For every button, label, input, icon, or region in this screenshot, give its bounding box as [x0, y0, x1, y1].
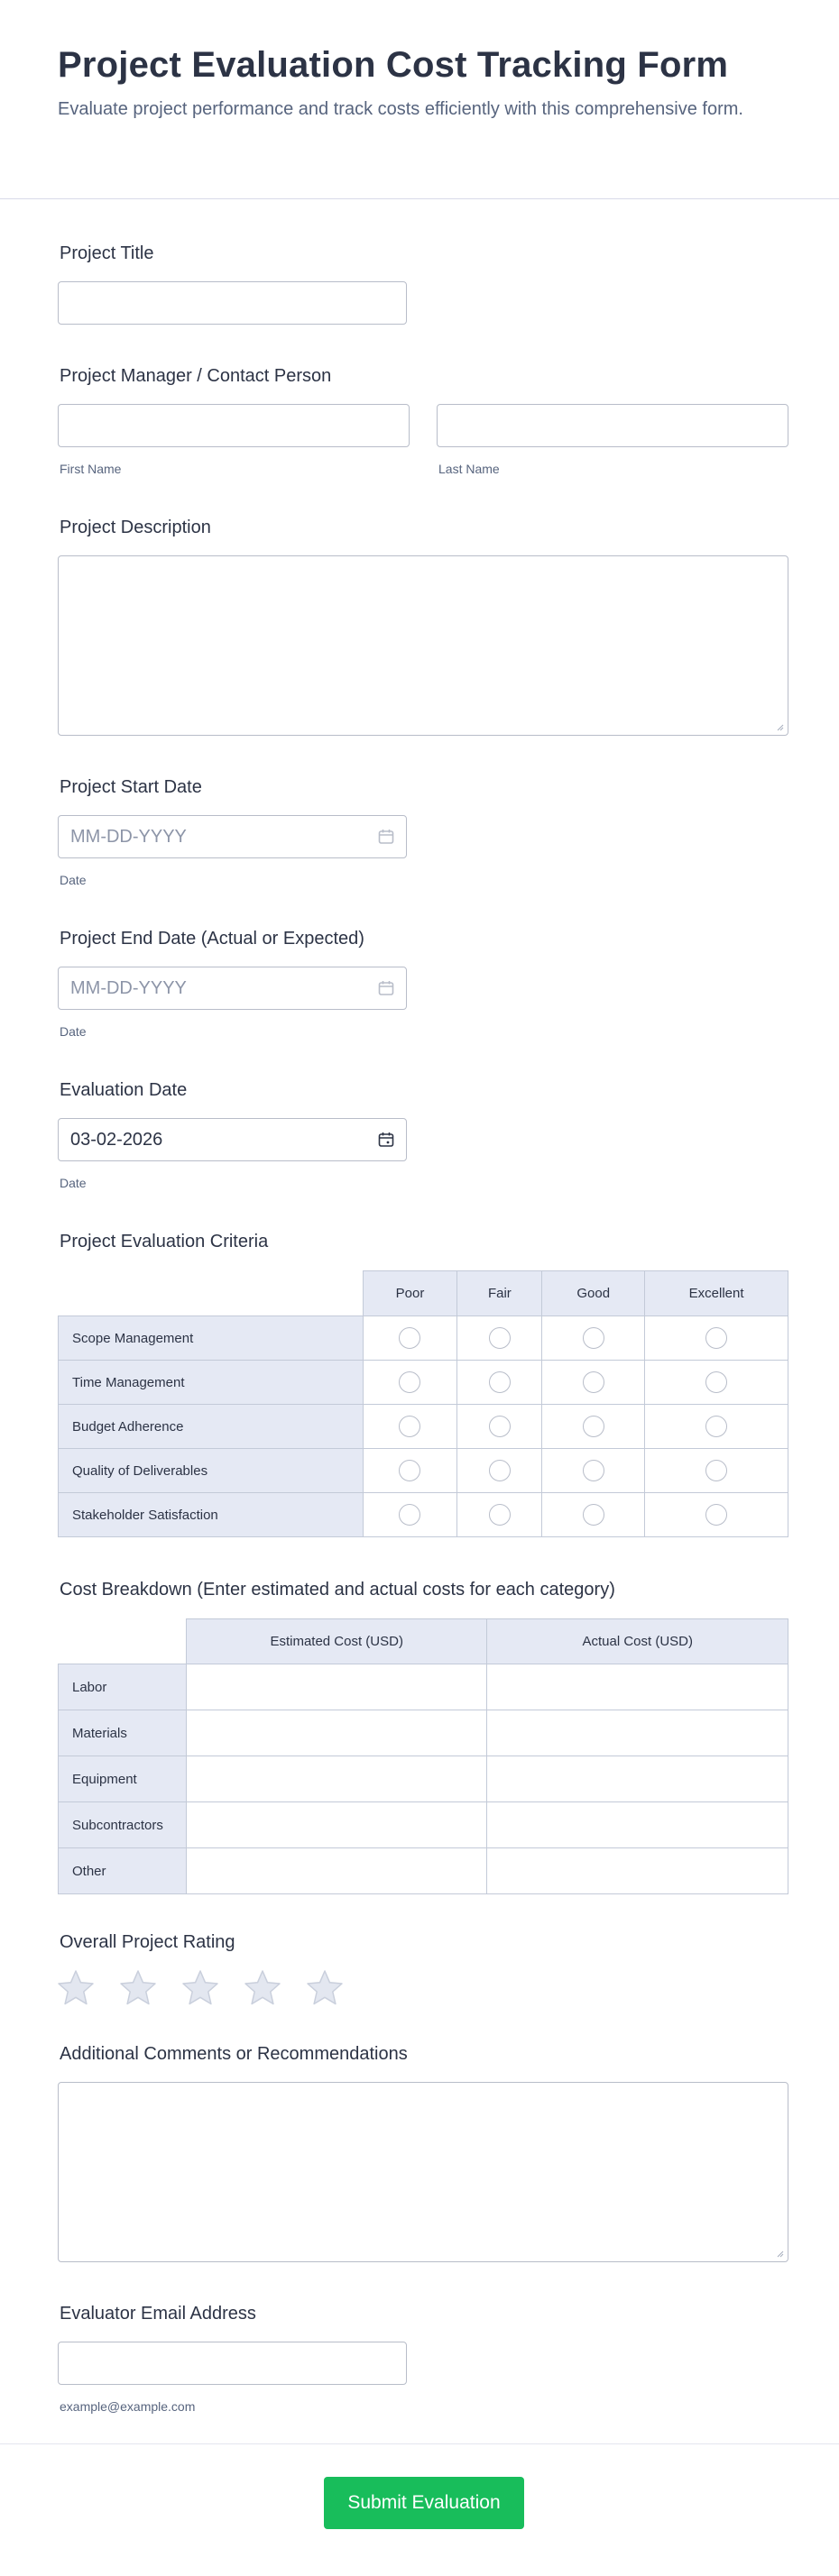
radio-button[interactable] — [705, 1460, 727, 1481]
row-label: Materials — [59, 1710, 187, 1756]
column-header: Fair — [457, 1271, 542, 1316]
radio-button[interactable] — [399, 1460, 420, 1481]
eval-date-label: Evaluation Date — [60, 1080, 188, 1100]
end-date-placeholder: MM-DD-YYYY — [70, 978, 187, 998]
project-title-label: Project Title — [60, 243, 154, 263]
radio-button[interactable] — [399, 1416, 420, 1437]
radio-button[interactable] — [399, 1327, 420, 1349]
start-date-label: Project Start Date — [60, 777, 202, 797]
eval-date-input[interactable] — [58, 1118, 407, 1161]
form-title: Project Evaluation Cost Tracking Form — [58, 45, 729, 85]
row-label: Time Management — [59, 1361, 364, 1405]
description-label: Project Description — [60, 518, 211, 537]
star-icon[interactable] — [180, 1968, 220, 2008]
radio-button[interactable] — [583, 1371, 604, 1393]
end-date-sublabel: Date — [60, 1024, 87, 1039]
first-name-input[interactable] — [58, 404, 410, 447]
row-label: Stakeholder Satisfaction — [59, 1493, 364, 1537]
radio-button[interactable] — [583, 1416, 604, 1437]
actual-cost-input[interactable] — [487, 1756, 788, 1802]
costs-label: Cost Breakdown (Enter estimated and actual costs for each category) — [60, 1580, 615, 1600]
radio-button[interactable] — [399, 1371, 420, 1393]
start-date-sublabel: Date — [60, 873, 87, 887]
radio-button[interactable] — [583, 1460, 604, 1481]
radio-button[interactable] — [705, 1416, 727, 1437]
cost-row — [59, 1710, 788, 1756]
radio-button[interactable] — [705, 1504, 727, 1526]
criteria-row — [59, 1405, 788, 1449]
actual-cost-input[interactable] — [487, 1848, 788, 1894]
radio-button[interactable] — [705, 1327, 727, 1349]
cost-row — [59, 1802, 788, 1848]
column-header: Excellent — [645, 1271, 788, 1316]
radio-button[interactable] — [583, 1504, 604, 1526]
end-date-label: Project End Date (Actual or Expected) — [60, 929, 364, 949]
calendar-icon[interactable] — [378, 980, 394, 996]
criteria-row — [59, 1493, 788, 1537]
end-date-input[interactable] — [58, 967, 407, 1010]
project-title-input[interactable] — [58, 281, 407, 325]
row-label: Subcontractors — [59, 1802, 187, 1848]
row-label: Budget Adherence — [59, 1405, 364, 1449]
row-label: Labor — [59, 1664, 187, 1710]
matrix-corner — [59, 1271, 364, 1316]
criteria-label: Project Evaluation Criteria — [60, 1232, 269, 1251]
eval-date-sublabel: Date — [60, 1176, 87, 1190]
rating-label: Overall Project Rating — [60, 1932, 235, 1952]
comments-label: Additional Comments or Recommendations — [60, 2044, 408, 2064]
manager-label: Project Manager / Contact Person — [60, 366, 332, 386]
estimated-cost-input[interactable] — [186, 1710, 487, 1756]
start-date-input[interactable] — [58, 815, 407, 858]
column-header: Poor — [363, 1271, 457, 1316]
radio-button[interactable] — [489, 1371, 511, 1393]
cost-breakdown-table — [58, 1618, 788, 1894]
row-label: Equipment — [59, 1756, 187, 1802]
actual-cost-input[interactable] — [487, 1802, 788, 1848]
estimated-cost-input[interactable] — [186, 1664, 487, 1710]
radio-button[interactable] — [399, 1504, 420, 1526]
estimated-cost-input[interactable] — [186, 1848, 487, 1894]
footer-divider — [0, 2443, 839, 2444]
last-name-input[interactable] — [437, 404, 788, 447]
form-header — [0, 0, 839, 199]
star-icon[interactable] — [118, 1968, 158, 2008]
actual-cost-input[interactable] — [487, 1664, 788, 1710]
column-header: Actual Cost (USD) — [487, 1619, 788, 1664]
radio-button[interactable] — [489, 1504, 511, 1526]
resize-handle-icon[interactable] — [775, 2249, 784, 2258]
radio-button[interactable] — [489, 1460, 511, 1481]
eval-date-value: 03-02-2026 — [70, 1130, 163, 1150]
costs-header-row — [59, 1619, 788, 1664]
email-label: Evaluator Email Address — [60, 2304, 256, 2324]
form-subtitle: Evaluate project performance and track costs efficiently with this comprehensive form. — [58, 99, 743, 119]
cost-row — [59, 1848, 788, 1894]
calendar-icon[interactable] — [378, 1132, 394, 1148]
criteria-row — [59, 1449, 788, 1493]
actual-cost-input[interactable] — [487, 1710, 788, 1756]
criteria-row — [59, 1316, 788, 1361]
star-icon[interactable] — [305, 1968, 345, 2008]
last-name-sublabel: Last Name — [438, 462, 500, 476]
star-icon[interactable] — [243, 1968, 282, 2008]
comments-textarea[interactable] — [58, 2082, 788, 2262]
row-label: Other — [59, 1848, 187, 1894]
radio-button[interactable] — [489, 1416, 511, 1437]
calendar-icon[interactable] — [378, 829, 394, 845]
cost-row — [59, 1664, 788, 1710]
star-icon[interactable] — [56, 1968, 96, 2008]
cost-row — [59, 1756, 788, 1802]
column-header: Good — [542, 1271, 645, 1316]
criteria-header-row — [59, 1271, 788, 1316]
description-textarea[interactable] — [58, 555, 788, 736]
radio-button[interactable] — [583, 1327, 604, 1349]
email-sublabel: example@example.com — [60, 2399, 196, 2414]
radio-button[interactable] — [489, 1327, 511, 1349]
resize-handle-icon[interactable] — [775, 722, 784, 731]
estimated-cost-input[interactable] — [186, 1802, 487, 1848]
submit-button[interactable]: Submit Evaluation — [324, 2477, 524, 2529]
matrix-corner — [59, 1619, 187, 1664]
email-input[interactable] — [58, 2342, 407, 2385]
row-label: Quality of Deliverables — [59, 1449, 364, 1493]
criteria-matrix — [58, 1270, 788, 1537]
criteria-row — [59, 1361, 788, 1405]
row-label: Scope Management — [59, 1316, 364, 1361]
first-name-sublabel: First Name — [60, 462, 122, 476]
column-header: Estimated Cost (USD) — [186, 1619, 487, 1664]
start-date-placeholder: MM-DD-YYYY — [70, 827, 187, 847]
radio-button[interactable] — [705, 1371, 727, 1393]
estimated-cost-input[interactable] — [186, 1756, 487, 1802]
